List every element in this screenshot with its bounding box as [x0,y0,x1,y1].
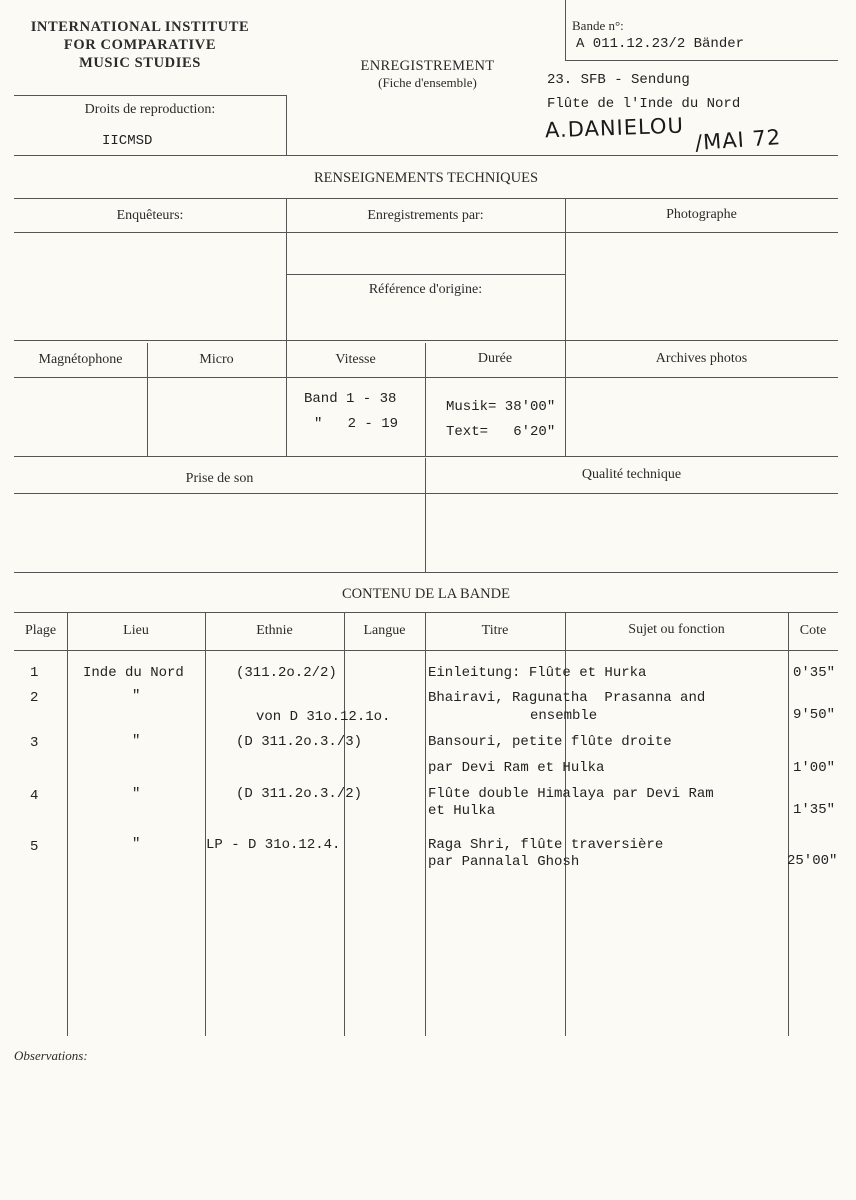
handwritten-author: A.DANIELOU [544,113,685,143]
table-row-3-titre-cont: par Devi Ram et Hulka [428,760,605,776]
reference-origine-label: Référence d'origine: [368,282,483,297]
broadcast-line: 23. SFB - Sendung [547,72,690,88]
table-row-3-cote: 1'00" [793,760,836,776]
column-header-plage: Plage [24,623,57,638]
table-row-5-titre: Raga Shri, flûte traversière [428,837,664,853]
table-row-3-plage: 3 [30,735,39,751]
observations-label: Observations: [14,1048,88,1063]
archives-photos-label: Archives photos [655,351,748,366]
institute-line-2: FOR COMPARATIVE [63,37,217,53]
contenu-section-title: CONTENU DE LA BANDE [342,586,510,602]
table-row-4-titre: Flûte double Himalaya par Devi Ram [428,786,714,802]
micro-label: Micro [199,352,234,367]
vitesse-label: Vitesse [335,352,376,367]
column-header-sujet: Sujet ou fonction [628,622,725,637]
vitesse-value-1: Band 1 - 38 [304,391,397,407]
table-row-4-plage: 4 [30,788,39,804]
form-title [330,58,525,91]
table-row-2-plage: 2 [30,690,39,706]
droits-value: IICMSD [102,133,153,149]
duree-value-2: Text= 6'20" [446,424,556,440]
column-header-cote: Cote [799,623,827,638]
duree-label: Durée [477,351,513,366]
enregistrements-par-label: Enregistrements par: [367,208,484,223]
duree-value-1: Musik= 38'00" [446,399,556,415]
magnetophone-label: Magnétophone [38,352,123,367]
prise-de-son-label: Prise de son [185,471,254,486]
table-row-1-plage: 1 [30,665,39,681]
table-row-1-ethnie: (311.2o.2/2) [236,665,337,681]
enqueteurs-label: Enquêteurs: [116,208,184,223]
handwritten-date: /MAI 72 [694,125,782,155]
photographe-label: Photographe [666,207,737,222]
table-row-5-titre-cont: par Pannalal Ghosh [428,854,580,870]
form-title-main: ENREGISTREMENT [360,58,495,74]
institute-name [10,18,270,72]
column-header-ethnie: Ethnie [256,623,293,638]
table-row-2-cote: 9'50" [793,707,836,723]
table-row-4-ethnie: (D 311.2o.3./2) [236,786,363,802]
table-row-5-ethnie: LP - D 31o.12.4. [206,837,341,853]
column-header-titre: Titre [481,623,509,638]
table-row-1-cote: 0'35" [793,665,836,681]
form-title-sub: (Fiche d'ensemble) [378,75,477,90]
table-row-2-lieu: " [132,688,141,704]
table-row-5-lieu: " [132,836,141,852]
table-row-5-plage: 5 [30,839,39,855]
bande-label: Bande n°: [572,18,624,33]
table-row-4-cote: 1'35" [793,802,836,818]
bande-value: A 011.12.23/2 Bänder [576,36,745,52]
institute-line-1: INTERNATIONAL INSTITUTE [30,19,250,35]
table-row-1-titre: Einleitung: Flûte et Hurka [428,665,647,681]
table-row-3-ethnie: (D 311.2o.3./3) [236,734,363,750]
tech-section-title: RENSEIGNEMENTS TECHNIQUES [313,170,539,186]
qualite-technique-label: Qualité technique [581,467,682,482]
table-row-3-lieu: " [132,733,141,749]
subject-line: Flûte de l'Inde du Nord [547,96,741,112]
table-row-4-titre-cont: et Hulka [428,803,496,819]
table-row-2-titre-cont: ensemble [530,708,598,724]
table-row-2-titre: Bhairavi, Ragunatha Prasanna and [428,690,706,706]
vitesse-value-2: " 2 - 19 [314,416,399,432]
table-row-1-lieu: Inde du Nord [83,665,184,681]
institute-line-3: MUSIC STUDIES [79,55,201,71]
table-row-3-titre: Bansouri, petite flûte droite [428,734,672,750]
table-row-5-cote: 25'00" [787,853,838,869]
column-header-langue: Langue [363,623,406,638]
droits-label: Droits de reproduction: [84,102,216,117]
column-header-lieu: Lieu [123,623,149,638]
table-row-4-lieu: " [132,786,141,802]
table-row-2-ethnie: von D 31o.12.1o. [256,709,391,725]
